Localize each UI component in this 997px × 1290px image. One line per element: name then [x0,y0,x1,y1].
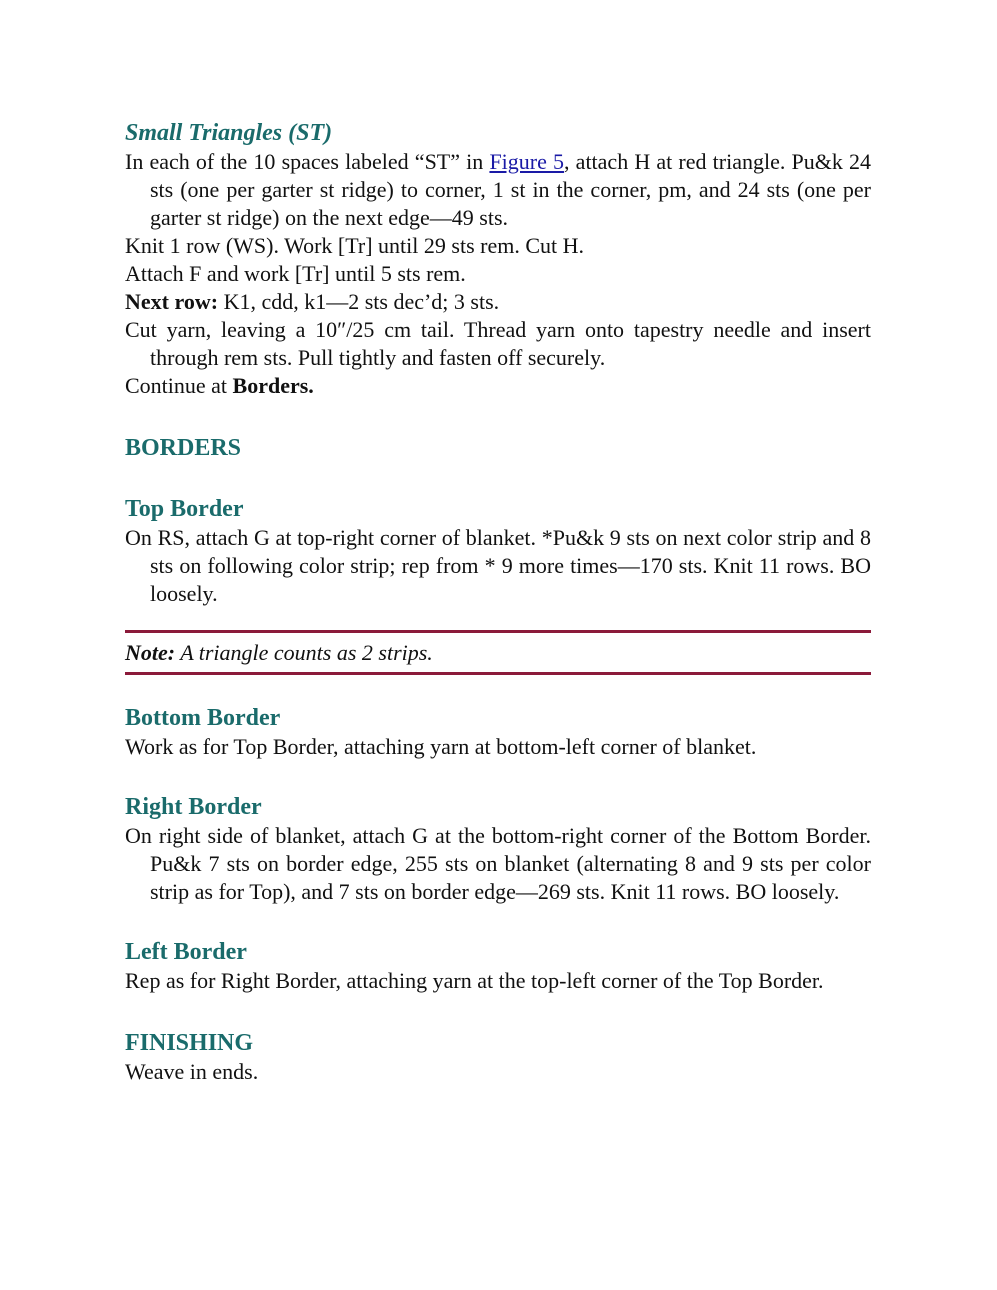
small-triangles-step-6 [125,372,871,400]
next-row-text: K1, cdd, k1—2 sts dec’d; 3 sts. [218,289,500,314]
top-border-heading: Top Border [125,496,244,522]
top-border-text: On RS, attach G at top-right corner of blanket. *Pu&k 9 sts on next color strip and 8 sts on following color strip; rep from * 9 more times—170 sts. Knit 11 rows. BO loosely. [125,525,871,606]
borders-reference: Borders. [232,373,314,398]
small-triangles-heading: Small Triangles (ST) [125,120,333,146]
next-row-label: Next row: [125,289,219,314]
right-border-heading: Right Border [125,794,262,820]
small-triangles-step-1 [125,148,871,232]
left-border-heading: Left Border [125,939,247,965]
note-text: A triangle counts as 2 strips. [175,640,433,665]
continue-text: Continue at [125,373,233,398]
left-border-text: Rep as for Right Border, attaching yarn at the top-left corner of the Top Border. [125,968,824,993]
small-triangles-step-4 [125,288,871,316]
figure-5-link[interactable]: Figure 5 [489,149,565,174]
note-label: Note: [125,640,176,665]
small-triangles-step-2: Knit 1 row (WS). Work [Tr] until 29 sts rem. Cut H. [125,233,585,258]
small-triangles-step-3: Attach F and work [Tr] until 5 sts rem. [125,261,466,286]
note-box [125,630,871,675]
borders-heading: BORDERS [125,435,242,461]
bottom-border-heading: Bottom Border [125,705,281,731]
finishing-heading: FINISHING [125,1030,254,1056]
small-triangles-step-5: Cut yarn, leaving a 10″/25 cm tail. Thread yarn onto tapestry needle and insert through rem sts. Pull tightly and fasten off securely. [125,317,871,370]
finishing-text: Weave in ends. [125,1059,259,1084]
document-page [125,118,871,1086]
bottom-border-text: Work as for Top Border, attaching yarn at bottom-left corner of blanket. [125,734,757,759]
step-1-text-b: , attach H at red triangle. Pu&k 24 sts (one per garter st ridge) to corner, 1 st in the corner, pm, and 24 sts (one per garter st ridge) on the next edge—49 sts. [150,149,871,230]
right-border-text: On right side of blanket, attach G at the bottom-right corner of the Bottom Border. Pu&k 7 sts on border edge, 255 sts on blanket (alternating 8 and 9 sts per color strip as for Top), and 7 sts on border edge—269 sts. Knit 11 rows. BO loosely. [125,823,871,904]
step-1-text-a: In each of the 10 spaces labeled “ST” in [125,149,490,174]
